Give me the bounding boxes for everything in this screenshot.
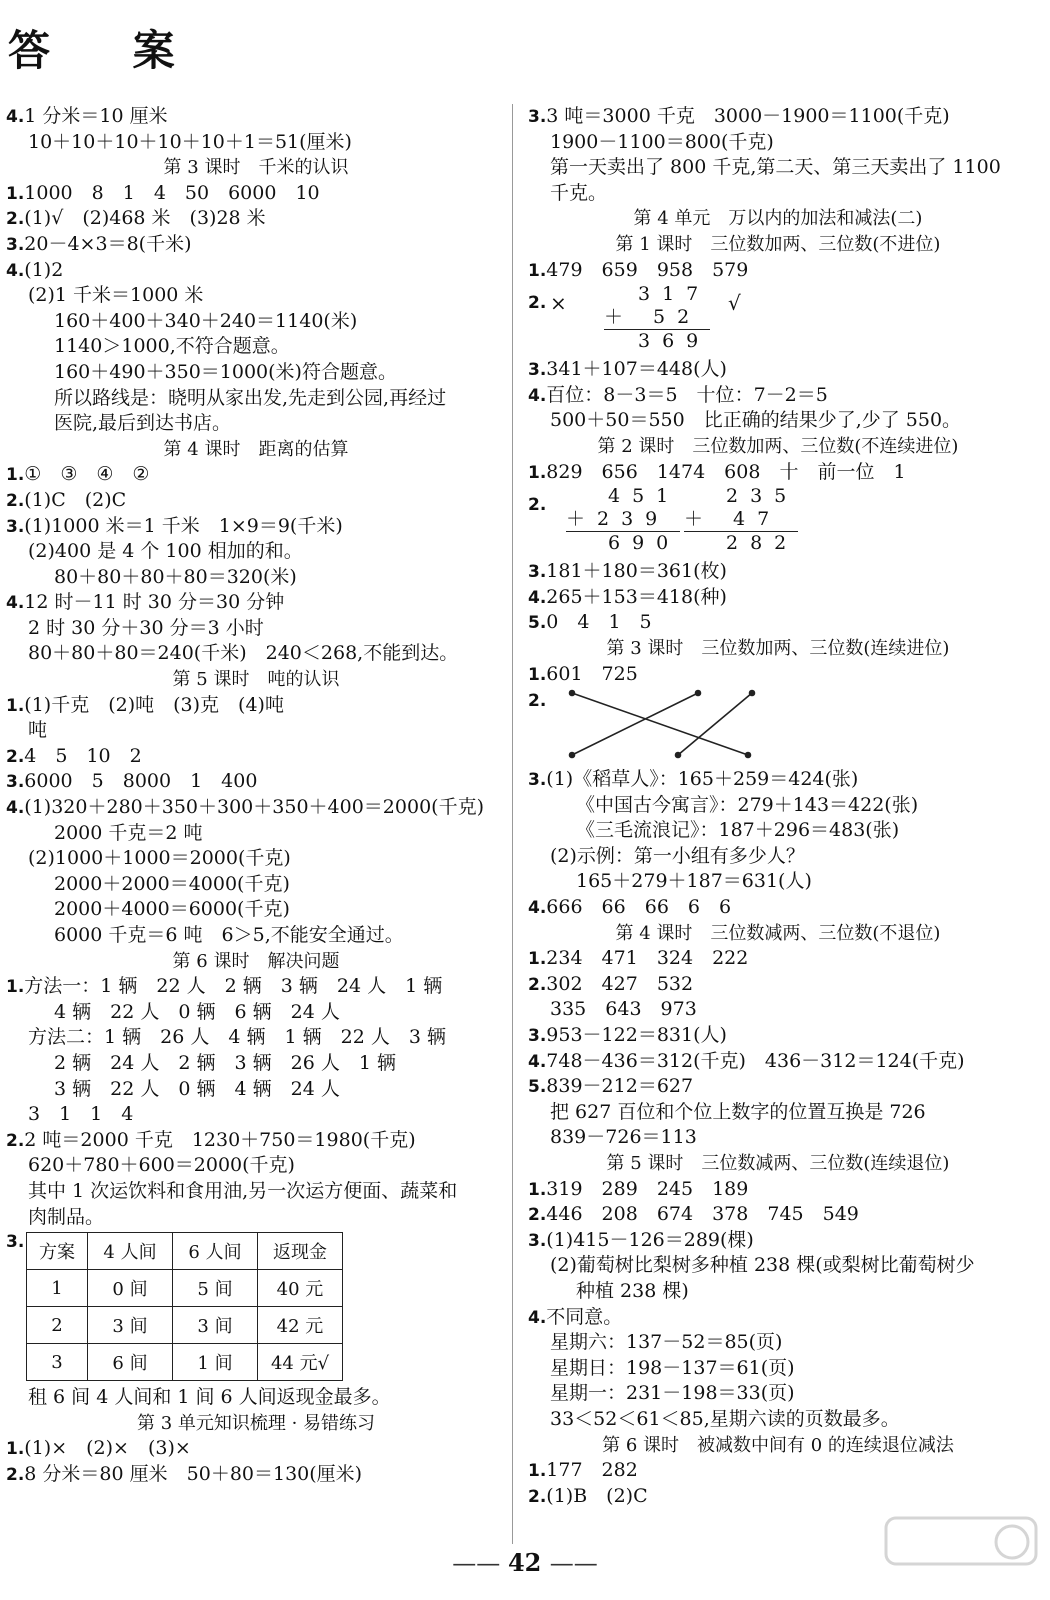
page-title: 答 案 <box>8 26 209 75</box>
right-lines-b <box>528 357 1028 485</box>
answer-text: 8 分米＝80 厘米 50＋80＝130(厘米) <box>24 1462 363 1485</box>
watermark-logo <box>882 1512 1042 1592</box>
answer-line <box>6 360 506 386</box>
right-lines-c <box>528 559 1028 687</box>
answer-text: 234 471 324 222 <box>546 947 749 970</box>
answer-text: 33＜52＜61＜85,星期六读的页数最多。 <box>550 1407 900 1430</box>
answer-text: 181＋180＝361(枚) <box>546 560 727 583</box>
answer-text: 第 5 课时 三位数减两、三位数(连续退位) <box>606 1153 950 1174</box>
question-number: 1. <box>6 465 25 486</box>
answer-text: 4 辆 22 人 0 辆 6 辆 24 人 <box>54 1000 340 1023</box>
answer-line <box>6 488 506 514</box>
vertical-addition-2 <box>528 485 1028 559</box>
answer-text: ① ③ ④ ② <box>24 463 150 486</box>
answer-line <box>528 1407 1028 1433</box>
answer-line <box>528 1305 1028 1331</box>
answer-line <box>6 616 506 642</box>
answer-line <box>528 1177 1028 1203</box>
calc2b-row1: 235 <box>726 485 799 508</box>
answer-line <box>528 1330 1028 1356</box>
question-number: 3. <box>6 516 25 537</box>
answer-text: 177 282 <box>546 1459 638 1482</box>
answer-text: 319 289 245 189 <box>546 1177 749 1200</box>
answer-text: 3 1 1 4 <box>28 1103 134 1126</box>
section-heading <box>6 949 506 975</box>
answer-text: 80＋80＋80＋80＝320(米) <box>54 565 297 588</box>
calc1-number: 2. <box>528 293 547 314</box>
answer-text: 第 1 课时 三位数加两、三位数(不进位) <box>615 233 941 255</box>
answer-line <box>6 104 506 130</box>
answer-text: 第 2 课时 三位数加两、三位数(不连续进位) <box>597 435 959 457</box>
question-number: 3. <box>528 770 547 791</box>
section-heading <box>528 232 1028 258</box>
calc1-body <box>604 283 710 353</box>
table-cell: 40 元 <box>258 1270 343 1307</box>
table-cell: 3 间 <box>88 1307 173 1344</box>
answer-text: 1140＞1000,不符合题意。 <box>54 335 290 358</box>
answer-text: (1)B (2)C <box>546 1484 648 1507</box>
answer-text: (2)1 千米＝1000 米 <box>28 284 204 307</box>
table-cell: 3 <box>27 1344 88 1381</box>
answer-text: 829 656 1474 608 十 前一位 1 <box>546 460 906 483</box>
answer-text: 302 427 532 <box>546 972 694 995</box>
answer-text: 方法二：1 辆 26 人 4 辆 1 辆 22 人 3 辆 <box>28 1026 446 1049</box>
answer-text: 不同意。 <box>546 1305 623 1328</box>
answer-text: 第 3 课时 千米的认识 <box>163 157 349 179</box>
answer-line <box>6 897 506 923</box>
answer-line <box>528 997 1028 1023</box>
vertical-addition-1 <box>528 283 1028 357</box>
answer-text: 吨 <box>28 719 48 742</box>
section-heading <box>528 636 1028 662</box>
answer-line <box>528 130 1028 156</box>
question-number: 1. <box>528 1461 547 1482</box>
answer-line <box>528 869 1028 895</box>
answer-line <box>528 1125 1028 1151</box>
answer-line <box>528 610 1028 636</box>
answer-text: 3 吨＝3000 千克 3000－1900＝1100(千克) <box>546 105 950 127</box>
answer-text: 星期六：137－52＝85(页) <box>550 1331 783 1354</box>
answer-text: 1900－1100＝800(千克) <box>550 130 774 153</box>
question-number: 4. <box>528 587 547 608</box>
answer-line <box>528 258 1028 284</box>
answer-text: (1)C (2)C <box>24 488 127 511</box>
answer-line <box>6 309 506 335</box>
answer-line <box>528 1381 1028 1407</box>
answer-text: 医院,最后到达书店。 <box>54 412 232 435</box>
answer-line <box>528 408 1028 434</box>
answer-text: (1)× (2)× (3)× <box>24 1437 191 1460</box>
answer-line <box>528 972 1028 998</box>
answer-line <box>6 258 506 284</box>
answer-line <box>528 946 1028 972</box>
question-number: 5. <box>528 1077 547 1098</box>
answer-text: (2)葡萄树比梨树多种植 238 棵(或梨树比葡萄树少 <box>550 1254 975 1277</box>
answer-text: 479 659 958 579 <box>546 258 749 281</box>
answer-text: 6000 5 8000 1 400 <box>24 770 258 793</box>
answer-line <box>6 1077 506 1103</box>
answer-text: (2)1000＋1000＝2000(千克) <box>28 847 291 870</box>
answer-line <box>6 283 506 309</box>
answer-text: 2 辆 24 人 2 辆 3 辆 26 人 1 辆 <box>54 1051 396 1074</box>
column-divider <box>512 104 513 1544</box>
answer-text: (1)2 <box>24 258 64 281</box>
table-header-row <box>27 1233 343 1270</box>
answer-text: 所以路线是：晓明从家出发,先走到公园,再经过 <box>54 386 447 409</box>
calc2a-row1: 451 <box>608 485 681 508</box>
calc2a-row3: 690 <box>566 531 680 555</box>
answer-text: 把 627 百位和个位上数字的位置互换是 726 <box>550 1100 926 1123</box>
question-number: 3. <box>528 107 547 127</box>
answer-text: 0 4 1 5 <box>546 611 652 634</box>
answer-text: 第 6 课时 被减数中间有 0 的连续退位减法 <box>602 1434 954 1456</box>
answer-line <box>528 895 1028 921</box>
footer-dash-left: —— <box>452 1549 508 1577</box>
answer-text: 3 辆 22 人 0 辆 4 辆 24 人 <box>54 1077 340 1100</box>
answer-line <box>528 662 1028 688</box>
answer-line <box>6 1153 506 1179</box>
answer-line <box>6 1128 506 1154</box>
answer-line <box>528 1228 1028 1254</box>
table-row <box>27 1270 343 1307</box>
question-number: 4. <box>528 898 547 919</box>
table-header-cell: 方案 <box>27 1233 88 1270</box>
table-row <box>27 1307 343 1344</box>
calc2-b <box>684 485 798 555</box>
answer-text: 839－726＝113 <box>550 1126 697 1149</box>
correct-mark: √ <box>728 291 741 316</box>
page-number: 42 <box>507 1548 542 1577</box>
question-number: 3. <box>528 360 547 381</box>
answer-text: 4 5 10 2 <box>24 744 142 767</box>
answer-text: 1000 8 1 4 50 6000 10 <box>24 181 320 204</box>
question-number: 1. <box>528 664 547 685</box>
answer-line <box>528 1279 1028 1305</box>
answer-line <box>6 693 506 719</box>
section-heading <box>528 921 1028 947</box>
table-cell: 2 <box>27 1307 88 1344</box>
question-number: 4. <box>6 107 25 127</box>
answer-line <box>6 1051 506 1077</box>
room-plan-table <box>26 1232 343 1381</box>
answer-text: 百位：8－3＝5 十位：7－2＝5 <box>546 383 828 406</box>
answer-text: 第 6 课时 解决问题 <box>172 950 340 972</box>
question-number: 4. <box>528 1051 547 1072</box>
answer-line <box>6 923 506 949</box>
match-number: 2. <box>528 691 547 712</box>
answer-text: 星期一：231－198＝33(页) <box>550 1382 795 1405</box>
answer-text: (2)400 是 4 个 100 相加的和。 <box>28 540 303 563</box>
answer-line <box>6 641 506 667</box>
answer-text: 第 4 课时 三位数减两、三位数(不退位) <box>615 922 941 944</box>
answer-line <box>6 590 506 616</box>
answer-text: 肉制品。 <box>28 1205 105 1228</box>
left-lines <box>6 104 506 1230</box>
answer-text: 第 3 单元知识梳理 · 易错练习 <box>136 1412 376 1434</box>
answer-line <box>528 1100 1028 1126</box>
section-heading <box>528 206 1028 232</box>
table-cell: 5 间 <box>173 1270 258 1307</box>
calc1-row3: 369 <box>604 329 710 353</box>
answer-text: 2000 千克＝2 吨 <box>54 821 203 844</box>
answer-line <box>528 1202 1028 1228</box>
answer-line <box>6 974 506 1000</box>
section-heading <box>6 667 506 693</box>
section-heading <box>528 1151 1028 1177</box>
table-header-cell: 4 人间 <box>88 1233 173 1270</box>
answer-line <box>528 818 1028 844</box>
answer-line <box>6 1385 506 1411</box>
question-number: 2. <box>528 1205 547 1226</box>
answer-text: 620＋780＋600＝2000(千克) <box>28 1154 295 1177</box>
right-lines-d <box>528 767 1028 1509</box>
answer-text: 601 725 <box>546 662 638 685</box>
answer-text: 839－212＝627 <box>546 1075 694 1098</box>
answer-text: 星期日：198－137＝61(页) <box>550 1356 795 1379</box>
section-heading <box>528 434 1028 460</box>
answer-text: 666 66 66 6 6 <box>546 896 732 919</box>
section-heading <box>528 1433 1028 1459</box>
question-number: 2. <box>528 974 547 995</box>
question-number: 4. <box>528 385 547 406</box>
calc2b-row2: ＋ 47 <box>684 508 782 531</box>
answer-text: 2000＋4000＝6000(千克) <box>54 898 290 921</box>
answer-line <box>6 1205 506 1231</box>
answer-line <box>6 821 506 847</box>
question-number: 3. <box>6 234 25 255</box>
answer-text: 165＋279＋187＝631(人) <box>576 870 812 893</box>
question-number: 1. <box>6 1439 25 1460</box>
answer-text: 160＋400＋340＋240＝1140(米) <box>54 309 358 332</box>
question-number: 3. <box>6 772 25 793</box>
answer-line <box>528 1253 1028 1279</box>
question-number: 2. <box>6 1130 25 1151</box>
answer-line <box>528 155 1028 181</box>
question-number: 2. <box>6 490 25 511</box>
answer-line <box>528 793 1028 819</box>
question-number: 3. <box>528 562 547 583</box>
right-column <box>528 104 1028 1509</box>
answer-text: 租 6 间 4 人间和 1 间 6 人间返现金最多。 <box>28 1386 391 1409</box>
table-question-number: 3. <box>6 1232 25 1253</box>
answer-text: 12 时－11 时 30 分＝30 分钟 <box>24 591 285 614</box>
answer-line <box>6 1025 506 1051</box>
answer-text: 第一天卖出了 800 千克,第二天、第三天卖出了 1100 <box>550 156 1001 179</box>
table-row <box>27 1344 343 1381</box>
answer-line <box>528 767 1028 793</box>
answer-line <box>528 1458 1028 1484</box>
question-number: 4. <box>6 593 25 614</box>
answer-text: 2000＋2000＝4000(千克) <box>54 872 290 895</box>
answer-text: 10＋10＋10＋10＋10＋1＝51(厘米) <box>28 130 352 153</box>
question-number: 3. <box>528 1230 547 1251</box>
answer-text: (1)《稻草人》：165＋259＝424(张) <box>546 768 859 791</box>
matching-lines <box>568 687 768 765</box>
answer-text: 265＋153＝418(种) <box>546 585 727 608</box>
answer-text: 341＋107＝448(人) <box>546 358 727 381</box>
question-number: 4. <box>528 1307 547 1328</box>
question-number: 3. <box>528 1026 547 1047</box>
answer-line <box>528 1356 1028 1382</box>
answer-line <box>6 1179 506 1205</box>
answer-line <box>528 181 1028 207</box>
calc1-row1: 317 <box>638 283 711 306</box>
answer-line <box>528 383 1028 409</box>
answer-line <box>6 1000 506 1026</box>
answer-text: 其中 1 次运饮料和食用油,另一次运方便面、蔬菜和 <box>28 1179 458 1202</box>
calc2a-row2: ＋239 <box>566 508 670 531</box>
calc2-number: 2. <box>528 495 547 516</box>
section-heading <box>6 437 506 463</box>
calc1-row2: ＋ 52 <box>604 306 702 329</box>
answer-text: 2 时 30 分＋30 分＝3 小时 <box>28 616 264 639</box>
answer-line <box>6 1462 506 1488</box>
answer-line <box>6 386 506 412</box>
question-number: 4. <box>6 260 25 281</box>
answer-text: 《中国古今寓言》：279＋143＝422(张) <box>576 793 919 816</box>
answer-text: 80＋80＋80＝240(千米) 240＜268,不能到达。 <box>28 642 459 665</box>
question-number: 1. <box>528 260 547 281</box>
answer-line <box>6 795 506 821</box>
answer-line <box>528 559 1028 585</box>
table-cell: 6 间 <box>88 1344 173 1381</box>
answer-line <box>6 744 506 770</box>
answer-text: 种植 238 棵) <box>576 1279 689 1302</box>
wrong-mark: × <box>550 291 567 316</box>
answer-line <box>528 1074 1028 1100</box>
answer-line <box>528 1484 1028 1510</box>
question-number: 4. <box>6 798 25 819</box>
answer-line <box>6 718 506 744</box>
right-lines-a <box>528 104 1028 283</box>
matching-question <box>528 687 1028 767</box>
question-number: 1. <box>528 1179 547 1200</box>
answer-line <box>528 460 1028 486</box>
answer-text: 第 4 单元 万以内的加法和减法(二) <box>633 208 923 230</box>
calc2-a <box>566 485 680 555</box>
answer-text: (1)1000 米＝1 千米 1×9＝9(千米) <box>24 514 343 537</box>
answer-text: 2 吨＝2000 千克 1230＋750＝1980(千克) <box>24 1128 416 1151</box>
answer-line <box>528 104 1028 130</box>
answer-text: (1)415－126＝289(棵) <box>546 1228 754 1251</box>
question-number: 5. <box>528 613 547 634</box>
answer-text: 1 分米＝10 厘米 <box>24 105 168 127</box>
left-column <box>6 104 506 1488</box>
answer-line <box>528 1049 1028 1075</box>
room-plan-table-block <box>6 1232 506 1381</box>
answer-line <box>6 846 506 872</box>
answer-line <box>528 357 1028 383</box>
table-cell: 1 <box>27 1270 88 1307</box>
answer-line <box>6 130 506 156</box>
calc2b-row3: 282 <box>684 531 798 555</box>
answer-text: 748－436＝312(千克) 436－312＝124(千克) <box>546 1049 965 1072</box>
answer-text: 第 4 课时 距离的估算 <box>163 438 349 460</box>
answer-line <box>528 844 1028 870</box>
answer-line <box>6 232 506 258</box>
question-number: 2. <box>528 1486 547 1507</box>
answer-line <box>6 872 506 898</box>
answer-line <box>6 514 506 540</box>
answer-text: 第 5 课时 吨的认识 <box>172 669 340 691</box>
table-cell: 42 元 <box>258 1307 343 1344</box>
answer-text: 千克。 <box>550 181 608 204</box>
table-cell: 44 元√ <box>258 1344 343 1381</box>
question-number: 1. <box>528 462 547 483</box>
left-after-lines <box>6 1385 506 1487</box>
question-number: 1. <box>6 977 25 998</box>
answer-line <box>6 1102 506 1128</box>
answer-line <box>6 462 506 488</box>
answer-text: (1)千克 (2)吨 (3)克 (4)吨 <box>24 693 284 716</box>
answer-line <box>6 181 506 207</box>
answer-text: 160＋490＋350＝1000(米)符合题意。 <box>54 360 397 383</box>
answer-text: 335 643 973 <box>550 998 697 1021</box>
answer-text: 500＋50＝550 比正确的结果少了,少了 550。 <box>550 409 962 432</box>
answer-line <box>528 1023 1028 1049</box>
table-cell: 0 间 <box>88 1270 173 1307</box>
answer-line <box>6 769 506 795</box>
answer-text: 446 208 674 378 745 549 <box>546 1203 859 1226</box>
answer-line <box>6 411 506 437</box>
question-number: 1. <box>6 695 25 716</box>
answer-text: (1)320＋280＋350＋300＋350＋400＝2000(千克) <box>24 796 484 819</box>
question-number: 2. <box>6 209 25 230</box>
answer-text: 6000 千克＝6 吨 6＞5,不能安全通过。 <box>54 924 404 946</box>
footer-dash-right: —— <box>549 1549 598 1577</box>
section-heading <box>6 155 506 181</box>
answer-text: 第 3 课时 三位数加两、三位数(连续进位) <box>606 637 950 659</box>
answer-text: 方法一：1 辆 22 人 2 辆 3 辆 24 人 1 辆 <box>24 975 443 998</box>
answer-line <box>6 565 506 591</box>
answer-text: 《三毛流浪记》：187＋296＝483(张) <box>576 819 900 842</box>
question-number: 2. <box>6 746 25 767</box>
answer-text: (2)示例：第一小组有多少人？ <box>550 844 805 867</box>
table-cell: 1 间 <box>173 1344 258 1381</box>
answer-line <box>6 1436 506 1462</box>
table-cell: 3 间 <box>173 1307 258 1344</box>
answer-line <box>6 206 506 232</box>
question-number: 1. <box>528 949 547 970</box>
table-header-cell: 6 人间 <box>173 1233 258 1270</box>
answer-text: 20－4×3＝8(千米) <box>24 232 192 255</box>
section-heading <box>6 1411 506 1437</box>
question-number: 1. <box>6 183 25 204</box>
table-header-cell: 返现金 <box>258 1233 343 1270</box>
answer-line <box>6 539 506 565</box>
answer-line <box>6 334 506 360</box>
answer-text: (1)√ (2)468 米 (3)28 米 <box>24 207 266 230</box>
answer-line <box>528 585 1028 611</box>
question-number: 2. <box>6 1464 25 1485</box>
answer-text: 953－122＝831(人) <box>546 1024 727 1047</box>
